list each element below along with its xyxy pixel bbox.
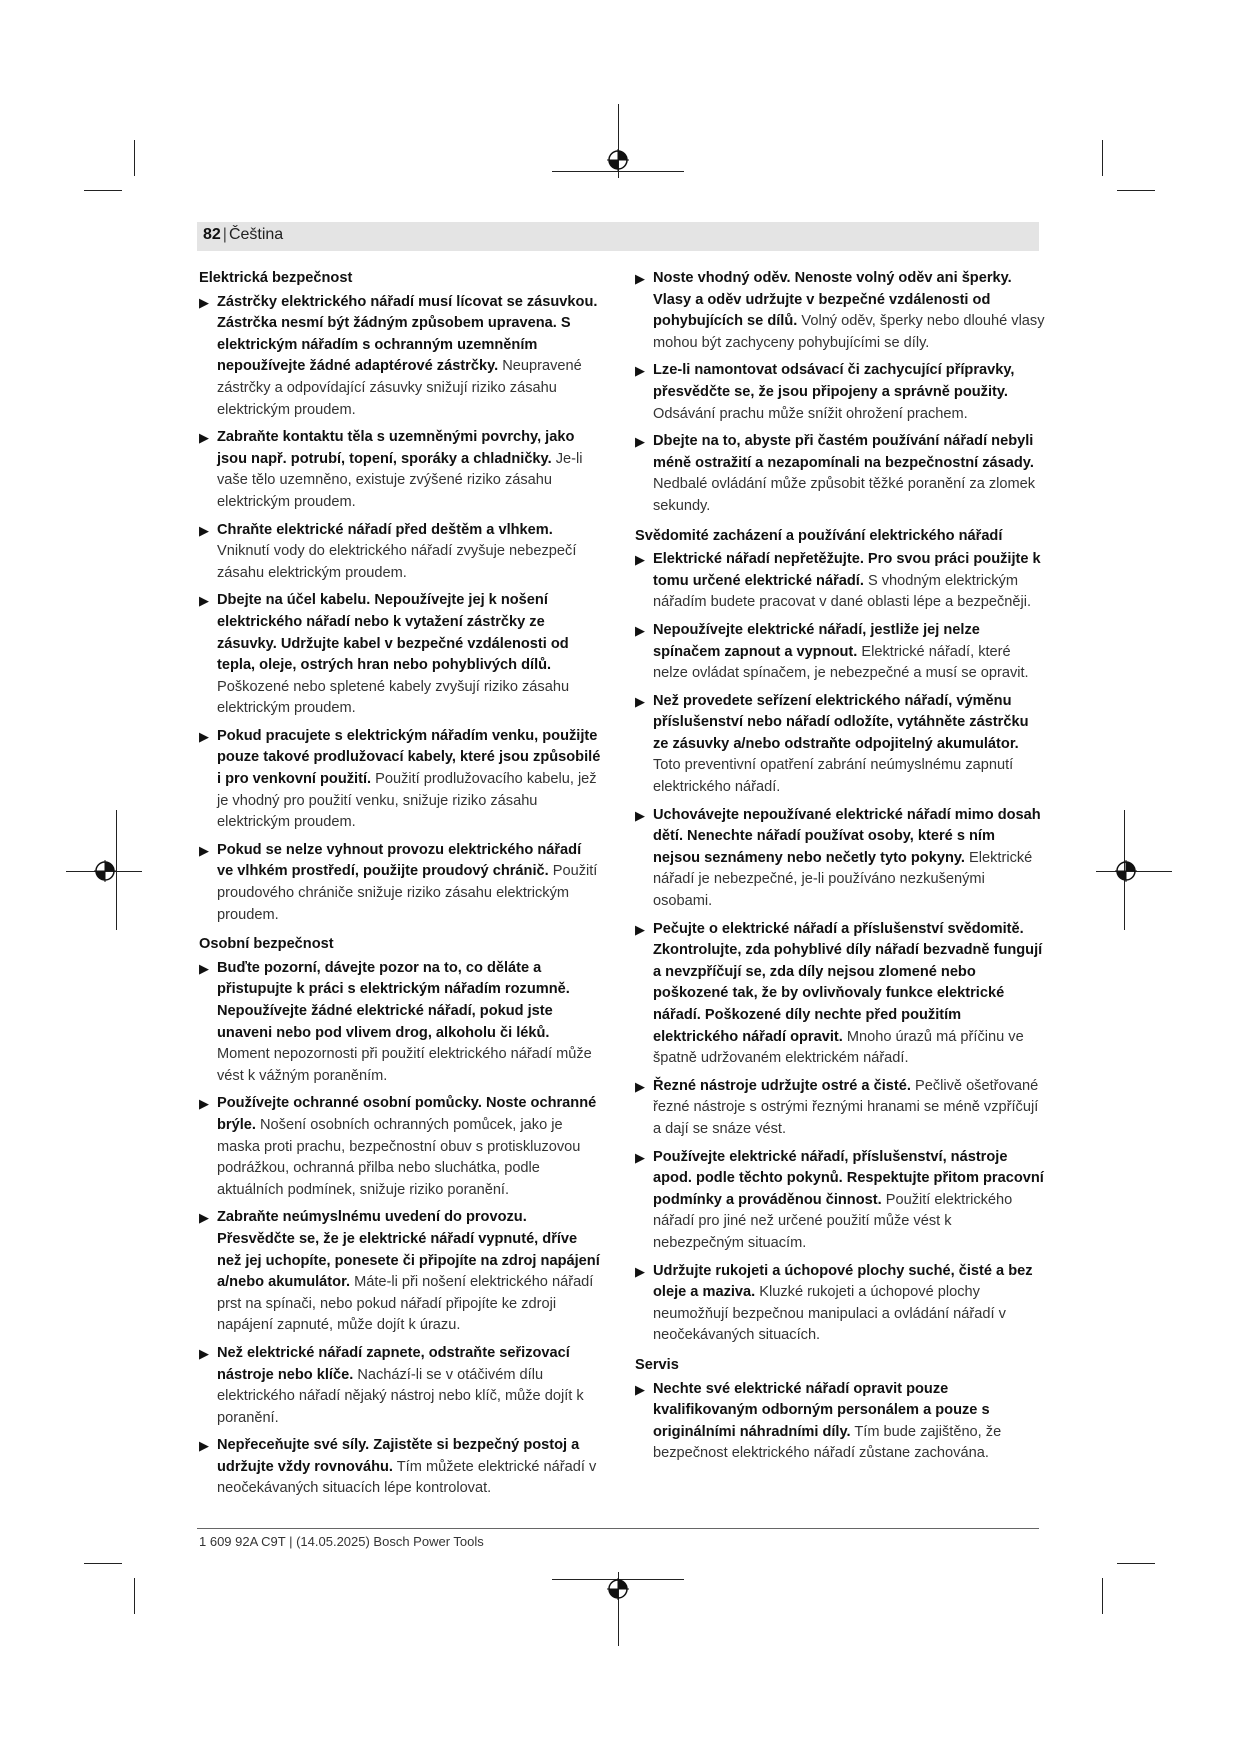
instruction-explanation: Použití prodlužovacího kabelu, jež je vhodný pro použití venku, snižuje riziko zásahu elektrickým proudem. (217, 771, 597, 831)
right-column (635, 268, 1045, 1471)
crop-mark-top-left-vertical (134, 140, 135, 176)
list-item (635, 268, 1045, 354)
header-separator: | (222, 226, 227, 243)
instruction-bold: Dbejte na účel kabelu. Nepoužívejte jej k nošení elektrického nářadí nebo k vytažení zástrčky ze zásuvky. Udržujte kabel v bezpečné vzdálenosti od tepla, oleje, ostrých hran nebo pohyblivých dílů. (217, 592, 569, 674)
triangle-right-icon: ▶ (199, 430, 209, 446)
instruction-bold: Nepřeceňujte své síly. Zajistěte si bezpečný postoj a udržujte vždy rovnováhu. (217, 1437, 580, 1475)
reg-line-left-v (116, 810, 117, 930)
instruction-bold: Udržujte rukojeti a úchopové plochy suché, čisté a bez oleje a maziva. (653, 1262, 1033, 1301)
footer-text: 1 609 92A C9T | (14.05.2025) Bosch Power Tools (199, 1534, 484, 1549)
instruction-bold: Používejte elektrické nářadí, příslušenství, nástroje apod. podle těchto pokynů. Respektujte přitom pracovní podmínky a prováděnou činnost. (653, 1148, 1044, 1208)
instruction-bold: Pokud se nelze vyhnout provozu elektrického nářadí ve vlhkém prostředí, použijte proudový chránič. (217, 841, 582, 880)
crosshair-icon (607, 1578, 629, 1600)
triangle-right-icon: ▶ (635, 552, 645, 568)
crop-mark-bottom-left-horizontal (84, 1563, 122, 1564)
triangle-right-icon: ▶ (635, 1381, 645, 1397)
crop-mark-bottom-right-vertical (1102, 1578, 1103, 1614)
page-number-block (203, 226, 283, 244)
triangle-right-icon: ▶ (199, 1438, 209, 1454)
instruction-bold: Zabraňte kontaktu těla s uzemněnými povrchy, jako jsou např. potrubí, topení, sporáky a chladničky. (217, 429, 575, 467)
triangle-right-icon: ▶ (635, 434, 645, 450)
triangle-right-icon: ▶ (635, 622, 645, 638)
instruction-explanation: Elektrické nářadí, které nelze ovládat spínačem, je nebezpečné a musí se opravit. (653, 643, 1029, 682)
instruction-bold: Elektrické nářadí nepřetěžujte. Pro svou práci použijte k tomu určené elektrické nářadí. (653, 551, 1041, 589)
triangle-right-icon: ▶ (635, 693, 645, 709)
list-item (199, 840, 601, 926)
section-heading: Servis (635, 1356, 679, 1373)
instruction-bold: Lze-li namontovat odsávací či zachycující přípravky, přesvědčte se, že jsou připojeny a správně použity. (653, 362, 1015, 400)
instruction-explanation: Poškozené nebo spletené kabely zvyšují riziko zásahu elektrickým proudem. (217, 678, 570, 717)
list-item (199, 1207, 601, 1337)
left-column (199, 268, 601, 1506)
list-item (635, 691, 1045, 799)
triangle-right-icon: ▶ (199, 960, 209, 976)
footer-rule (197, 1528, 1039, 1529)
triangle-right-icon: ▶ (199, 593, 209, 609)
triangle-right-icon: ▶ (199, 842, 209, 858)
instruction-bold: Buďte pozorní, dávejte pozor na to, co děláte a přistupujte k práci s elektrickým nářadím rozumně. Nepoužívejte žádné elektrické nářadí, pokud jste unaveni nebo pod vlivem drog, alkoholu či léků. (217, 959, 570, 1041)
list-item (635, 1379, 1045, 1465)
triangle-right-icon: ▶ (635, 1263, 645, 1279)
crop-mark-top-left-horizontal (84, 190, 122, 191)
instruction-bold: Chraňte elektrické nářadí před deštěm a vlhkem. (217, 521, 553, 538)
instruction-explanation: Nedbalé ovládání může způsobit těžké poranění za zlomek sekundy. (653, 476, 1036, 514)
instruction-explanation: Pečlivě ošetřované řezné nástroje s ostrými řeznými hranami se méně vzpříčují a dají se snáze vést. (653, 1077, 1039, 1137)
instruction-bold: Noste vhodný oděv. Nenoste volný oděv ani šperky. Vlasy a oděv udržujte v bezpečné vzdálenosti od pohybujících se dílů. (653, 270, 1012, 330)
triangle-right-icon: ▶ (635, 363, 645, 379)
list-item (635, 549, 1045, 614)
list-item (199, 590, 601, 720)
crosshair-icon (607, 149, 629, 171)
instruction-explanation: S vhodným elektrickým nářadím budete pracovat v dané oblasti lépe a bezpečněji. (653, 572, 1032, 611)
instruction-bold: Řezné nástroje udržujte ostré a čisté. (653, 1077, 911, 1094)
instruction-explanation: Kluzké rukojeti a úchopové plochy neumožňují bezpečnou manipulaci a ovládání nářadí v neočekávaných situacích. (653, 1284, 1006, 1344)
instruction-explanation: Máte-li při nošení elektrického nářadí prst na spínači, nebo pokud nářadí připojíte ke zdroji napájení zapnuté, může dojít k úrazu. (217, 1274, 594, 1334)
list-item (635, 1261, 1045, 1347)
list-item (635, 805, 1045, 913)
triangle-right-icon: ▶ (635, 1078, 645, 1094)
section-heading: Svědomité zacházení a používání elektrického nářadí (635, 527, 1003, 544)
list-item (199, 726, 601, 834)
list-item (199, 1435, 601, 1500)
triangle-right-icon: ▶ (199, 1210, 209, 1226)
list-item (199, 1343, 601, 1429)
crosshair-icon (1115, 860, 1137, 882)
instruction-explanation: Vniknutí vody do elektrického nářadí zvyšuje nebezpečí zásahu elektrickým proudem. (217, 543, 577, 581)
instruction-bold: Než elektrické nářadí zapnete, odstraňte seřizovací nástroje nebo klíče. (217, 1344, 570, 1383)
page-language: Čeština (228, 226, 284, 243)
crosshair-icon (94, 860, 116, 882)
instruction-explanation: Neupravené zástrčky a odpovídající zásuvky snižují riziko zásahu elektrickým proudem. (217, 358, 582, 418)
list-item (199, 520, 601, 585)
instruction-explanation: Toto preventivní opatření zabrání neúmyslnému zapnutí elektrického nářadí. (653, 757, 1014, 796)
triangle-right-icon: ▶ (199, 522, 209, 538)
triangle-right-icon: ▶ (199, 294, 209, 310)
crop-mark-bottom-left-vertical (134, 1578, 135, 1614)
instruction-explanation: Použití proudového chrániče snižuje riziko zásahu elektrickým proudem. (217, 863, 598, 923)
list-item (199, 958, 601, 1088)
list-item (635, 1147, 1045, 1255)
instruction-bold: Používejte ochranné osobní pomůcky. Noste ochranné brýle. (217, 1095, 597, 1133)
instruction-bold: Nechte své elektrické nářadí opravit pouze kvalifikovaným odborným personálem a pouze s originálními náhradními díly. (653, 1380, 990, 1440)
triangle-right-icon: ▶ (635, 921, 645, 937)
instruction-explanation: Použití elektrického nářadí pro jiné než určené použití může vést k nebezpečným situacím. (653, 1191, 1013, 1251)
instruction-explanation: Moment nepozornosti při použití elektrického nářadí může vést k vážným poraněním. (217, 1046, 592, 1084)
instruction-explanation: Tím bude zajištěno, že bezpečnost elektrického nářadí zůstane zachována. (653, 1423, 1002, 1462)
list-item (199, 292, 601, 422)
list-item (635, 431, 1045, 517)
instruction-explanation: Je-li vaše tělo uzemněno, existuje zvýšené riziko zásahu elektrickým proudem. (217, 450, 583, 510)
instruction-explanation: Nachází-li se v otáčivém dílu elektrického nářadí nějaký nástroj nebo klíč, může dojít k poranění. (217, 1366, 584, 1426)
crop-mark-top-right-horizontal (1117, 190, 1155, 191)
list-item (635, 620, 1045, 685)
list-item (199, 1093, 601, 1201)
triangle-right-icon: ▶ (635, 271, 645, 286)
triangle-right-icon: ▶ (199, 728, 209, 744)
triangle-right-icon: ▶ (199, 1096, 209, 1112)
instruction-explanation: Volný oděv, šperky nebo dlouhé vlasy mohou být zachyceny pohybujícími se díly. (653, 313, 1045, 351)
crop-mark-bottom-right-horizontal (1117, 1563, 1155, 1564)
instruction-explanation: Odsávání prachu může snížit ohrožení prachem. (653, 405, 968, 422)
instruction-bold: Uchovávejte nepoužívané elektrické nářadí mimo dosah dětí. Nenechte nářadí používat osoby, které s ním nejsou seznámeny nebo nečetly tyto pokyny. (653, 806, 1041, 866)
instruction-bold: Dbejte na to, abyste při častém používání nářadí nebyli méně ostražití a nezapomínali na bezpečnostní zásady. (653, 433, 1034, 471)
list-item (199, 427, 601, 513)
reg-line-top-h (552, 171, 684, 172)
list-item (635, 360, 1045, 425)
instruction-bold: Zástrčky elektrického nářadí musí lícovat se zásuvkou. Zástrčka nesmí být žádným způsobem upravena. S elektrickým nářadím s ochranným uzemněním nepoužívejte žádné adaptérové zástrčky. (217, 293, 598, 375)
triangle-right-icon: ▶ (635, 1149, 645, 1165)
instruction-bold: Zabraňte neúmyslnému uvedení do provozu. Přesvědčte se, že je elektrické nářadí vypnuté, dříve než jej uchopíte, ponesete či připojíte na zdroj napájení a/nebo akumulátor. (217, 1209, 600, 1291)
section-heading: Osobní bezpečnost (199, 936, 334, 953)
page-number: 82 (203, 226, 221, 243)
instruction-explanation: Mnoho úrazů má příčinu ve špatně udržovaném elektrickém nářadí. (653, 1028, 1024, 1067)
instruction-bold: Než provedete seřízení elektrického nářadí, výměnu příslušenství nebo nářadí odložíte, vytáhněte zástrčku ze zásuvky a/nebo odstraňte odpojitelný akumulátor. (653, 692, 1029, 752)
instruction-bold: Nepoužívejte elektrické nářadí, jestliže jej nelze spínačem zapnout a vypnout. (653, 621, 980, 660)
instruction-bold: Pečujte o elektrické nářadí a příslušenství svědomitě. Zkontrolujte, zda pohyblivé díly nářadí bezvadně fungují a nevzpříčují se, zda díly nejsou zlomené nebo poškozené tak, že by ovlivňovaly funkce elektrické nářadí. Poškozené díly nechte před použitím elektrického nářadí opravit. (653, 920, 1043, 1045)
page-header (197, 222, 1039, 251)
list-item (635, 919, 1045, 1070)
triangle-right-icon: ▶ (635, 807, 645, 823)
instruction-explanation: Tím můžete elektrické nářadí v neočekávaných situacích lépe kontrolovat. (217, 1458, 597, 1497)
section-heading: Elektrická bezpečnost (199, 270, 353, 286)
crop-mark-top-right-vertical (1102, 140, 1103, 176)
list-item (635, 1076, 1045, 1141)
instruction-explanation: Nošení osobních ochranných pomůcek, jako je maska proti prachu, bezpečnostní obuv s protiskluzovou podrážkou, ochranná přilba nebo sluchátka, podle aktuálních podmínek, snižuje riziko poranění. (217, 1116, 581, 1198)
instruction-explanation: Elektrické nářadí je nebezpečné, je-li používáno nezkušenými osobami. (653, 849, 1033, 910)
triangle-right-icon: ▶ (199, 1345, 209, 1361)
instruction-bold: Pokud pracujete s elektrickým nářadím venku, použijte pouze takové prodlužovací kabely, které jsou způsobilé i pro venkovní použití. (217, 727, 601, 788)
